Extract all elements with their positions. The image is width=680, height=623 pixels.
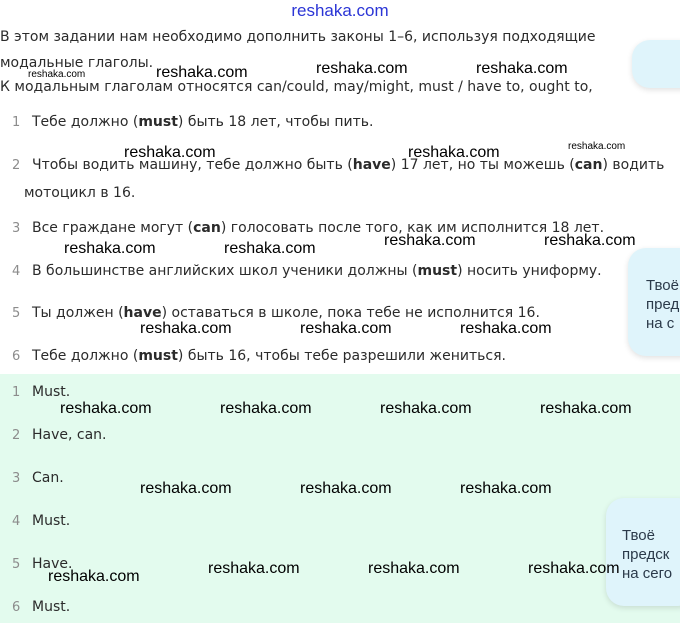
answer-number: 2 [12,428,21,443]
answer-item: 2 Have, can. [12,424,107,447]
watermark: reshaka.com [316,60,408,77]
answer-item: 3 Can. [12,467,64,490]
watermark: reshaka.com [460,320,552,337]
answer-item: 5 Have. [12,553,72,576]
watermark: reshaka.com [140,480,232,497]
answer-item: 6 Must. [12,596,70,619]
modal-verb: have [352,157,391,173]
task-item: 1 Тебе должно (must) быть 18 лет, чтобы пить. [12,108,373,137]
watermark: reshaka.com [48,568,140,585]
task-item: 2 Чтобы водить машину, тебе должно быть (have) 17 лет, но ты можешь (can) водить [12,151,664,180]
watermark: reshaka.com [220,400,312,417]
watermark: reshaka.com [408,144,500,161]
modal-verb: can [193,220,221,236]
task-number: 1 [12,115,21,130]
watermark: reshaka.com [64,240,156,257]
watermark: reshaka.com [460,480,552,497]
modal-verb: have [123,305,162,321]
intro-line-3: К модальным глаголам относятся can/could, may/might, must / have to, ought to, [0,79,593,95]
answer-item: 1 Must. [12,381,70,404]
site-header [0,0,680,22]
watermark: reshaka.com [368,560,460,577]
watermark: reshaka.com [544,232,636,249]
watermark: reshaka.com [124,144,216,161]
task-item: 6 Тебе должно (must) быть 16, чтобы тебе разрешили жениться. [12,342,506,371]
promo-bubble-top[interactable] [632,40,680,88]
watermark: reshaka.com [540,400,632,417]
modal-verb: must [138,348,178,364]
task-number: 6 [12,349,21,364]
watermark: reshaka.com [380,400,472,417]
task-item: 5 Ты должен (have) оставаться в школе, пока тебе не исполнится 16. [12,299,540,328]
task-continuation: мотоцикл в 16. [24,185,136,201]
intro-line-2: модальные глаголы. [0,55,154,71]
task-item: 3 Все граждане могут (can) голосовать после того, как им исполнится 18 лет. [12,214,604,243]
modal-verb: can [574,157,603,173]
promo-bubble-mid[interactable]: Твоё пред на с [628,248,680,356]
task-number: 2 [12,158,21,173]
watermark: reshaka.com [208,560,300,577]
task-number: 5 [12,306,21,321]
answer-number: 5 [12,557,21,572]
watermark: reshaka.com [28,69,86,80]
watermark: reshaka.com [476,60,568,77]
watermark: reshaka.com [384,232,476,249]
answer-number: 1 [12,385,21,400]
task-number: 3 [12,221,21,236]
watermark: reshaka.com [528,560,620,577]
answer-item: 4 Must. [12,510,70,533]
watermark: reshaka.com [140,320,232,337]
promo-bubble-bottom[interactable]: Твоё предск на сего [606,498,680,606]
task-item: 4 В большинстве английских школ ученики должны (must) носить униформу. [12,257,602,286]
watermark: reshaka.com [224,240,316,257]
watermark: reshaka.com [568,141,626,152]
task-number: 4 [12,264,21,279]
watermark: reshaka.com [300,320,392,337]
site-title-link[interactable]: reshaka.com [291,1,389,20]
modal-verb: must [417,263,458,279]
watermark: reshaka.com [60,400,152,417]
intro-line-1: В этом задании нам необходимо дополнить законы 1–6, используя подходящие [0,29,596,45]
answer-number: 3 [12,471,21,486]
watermark: reshaka.com [300,480,392,497]
watermark: reshaka.com [156,64,248,81]
modal-verb: must [138,114,178,130]
answer-number: 4 [12,514,21,529]
answer-number: 6 [12,600,21,615]
